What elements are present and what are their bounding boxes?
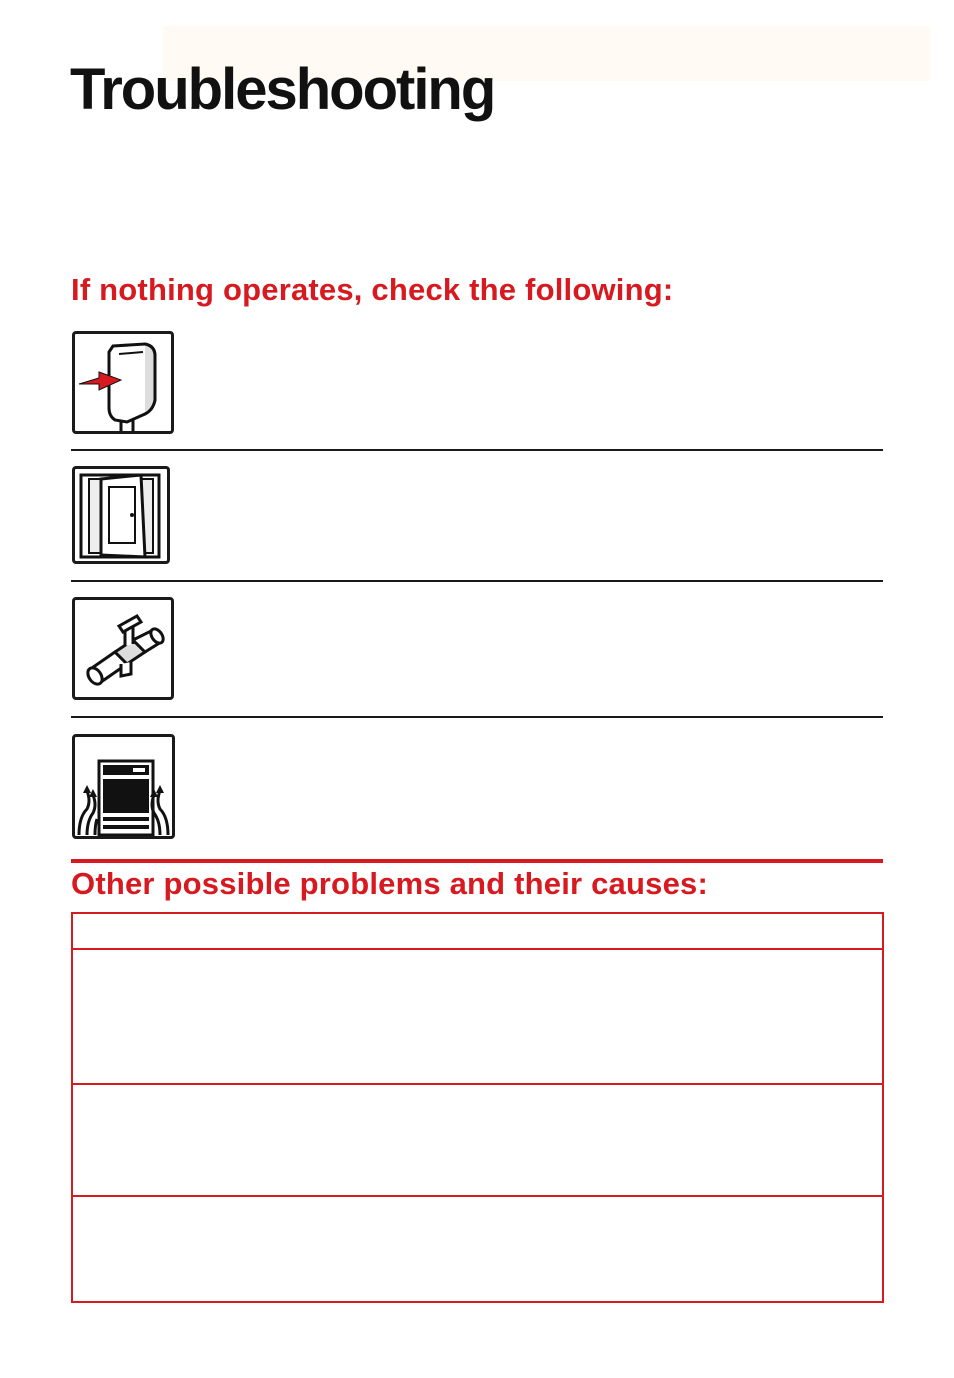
check-item-heat bbox=[72, 734, 175, 839]
divider bbox=[71, 580, 883, 582]
divider bbox=[71, 449, 883, 451]
check-item-power bbox=[72, 331, 174, 434]
check-section-heading: If nothing operates, check the following: bbox=[71, 272, 674, 307]
section-divider-red bbox=[71, 859, 883, 863]
dishwasher-heat-icon bbox=[75, 737, 172, 836]
table-row bbox=[73, 950, 882, 1085]
problems-table bbox=[71, 912, 884, 1303]
electrical-panel-icon bbox=[75, 469, 167, 561]
table-row bbox=[73, 1085, 882, 1197]
problems-section-heading: Other possible problems and their causes: bbox=[71, 866, 708, 901]
divider bbox=[71, 716, 883, 718]
page-title: Troubleshooting bbox=[70, 57, 495, 122]
check-item-water bbox=[72, 597, 174, 700]
check-item-breaker bbox=[72, 466, 170, 564]
table-header-row bbox=[73, 914, 882, 950]
table-row bbox=[73, 1197, 882, 1301]
water-valve-icon bbox=[75, 600, 171, 697]
power-plug-icon bbox=[75, 334, 171, 431]
